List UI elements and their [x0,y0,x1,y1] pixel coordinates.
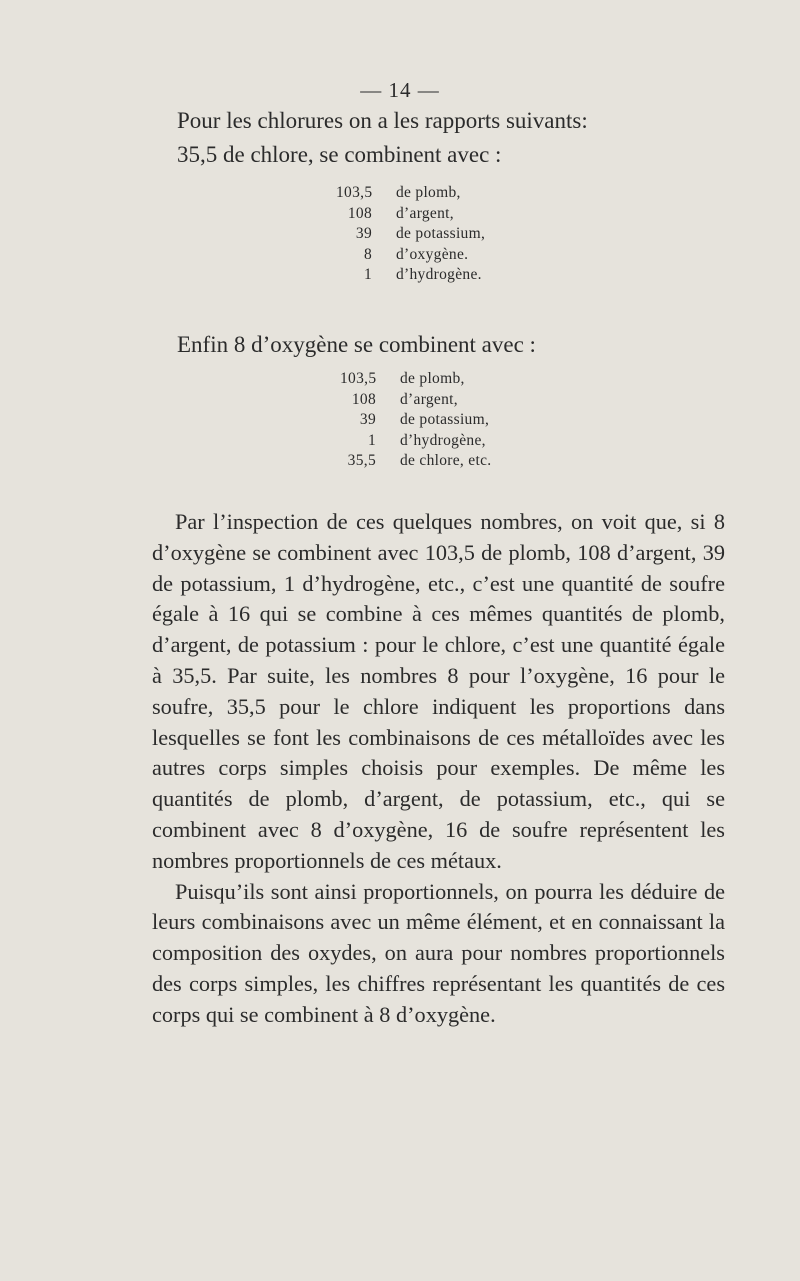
table-value: 39 [355,225,372,242]
table-label: d’oxygène. [396,245,469,263]
table-label: d’argent, [400,390,458,408]
intro-line-chlore: 35,5 de chlore, se combinent avec : [177,142,502,167]
table-value: 1 [367,431,376,449]
table-row [336,204,485,225]
table-value: 8 [363,245,372,263]
table-label: de plomb, [396,184,461,201]
body-text [152,507,725,1031]
table-value: 108 [351,390,376,408]
table-row [340,369,491,390]
table-label: de potassium, [400,411,490,428]
table-row [336,224,485,245]
table-value: 35,5 [347,452,376,469]
intro-line-chlorures: Pour les chlorures on a les rapports suivants: [177,108,588,133]
table-value: 39 [359,411,376,428]
table-chlore-combinations [336,183,485,286]
table-row [340,431,491,452]
table-label: d’argent, [396,204,454,222]
paragraph: Par l’inspection de ces quelques nombres, on voit que, si 8 d’oxygène se combinent avec 103,5 de plomb, 108 d’argent, 39 de potassium, 1 d’hydrogène, etc., c’est une quantité de soufre égale à 16 qui se combine à ces mêmes quantités de plomb, d’argent, de potassium : pour le chlore, c’est une quantité égale à 35,5. Par suite, les nombres 8 pour l’oxygène, 16 pour le soufre, 35,5 pour le chlore indiquent les proportions dans lesquelles se font les combinaisons de ces métalloïdes avec les autres corps simples choisis pour exemples. De même les quantités de plomb, d’argent, de potassium, etc., qui se combinent avec 8 d’oxygène, 16 de soufre représentent les nombres proportionnels de ces métaux. [152,509,725,873]
table-row [340,451,491,472]
table-value: 108 [347,204,372,222]
table-row [336,183,485,204]
table-label: d’hydrogène. [396,266,482,283]
paragraph: Puisqu’ils sont ainsi proportionnels, on pourra les déduire de leurs combinaisons avec un même élément, et en connaissant la composition des oxydes, on aura pour nombres proportionnels des corps simples, les chiffres représentant les quantités de ces corps qui se combinent à 8 d’oxygène. [152,878,725,1027]
table-label: de potassium, [396,225,486,242]
table-row [336,245,485,266]
table-row [340,410,491,431]
table-label: d’hydrogène, [400,431,486,449]
table-row [340,390,491,411]
page-number: — 14 — [360,78,440,102]
table-value: 103,5 [340,370,377,387]
table-value: 1 [363,266,372,283]
table-row [336,265,485,286]
intro-line-oxygene: Enfin 8 d’oxygène se combinent avec : [177,332,536,357]
table-label: de chlore, etc. [400,452,492,469]
table-value: 103,5 [336,184,373,201]
table-label: de plomb, [400,370,465,387]
table-oxygene-combinations [340,369,491,472]
